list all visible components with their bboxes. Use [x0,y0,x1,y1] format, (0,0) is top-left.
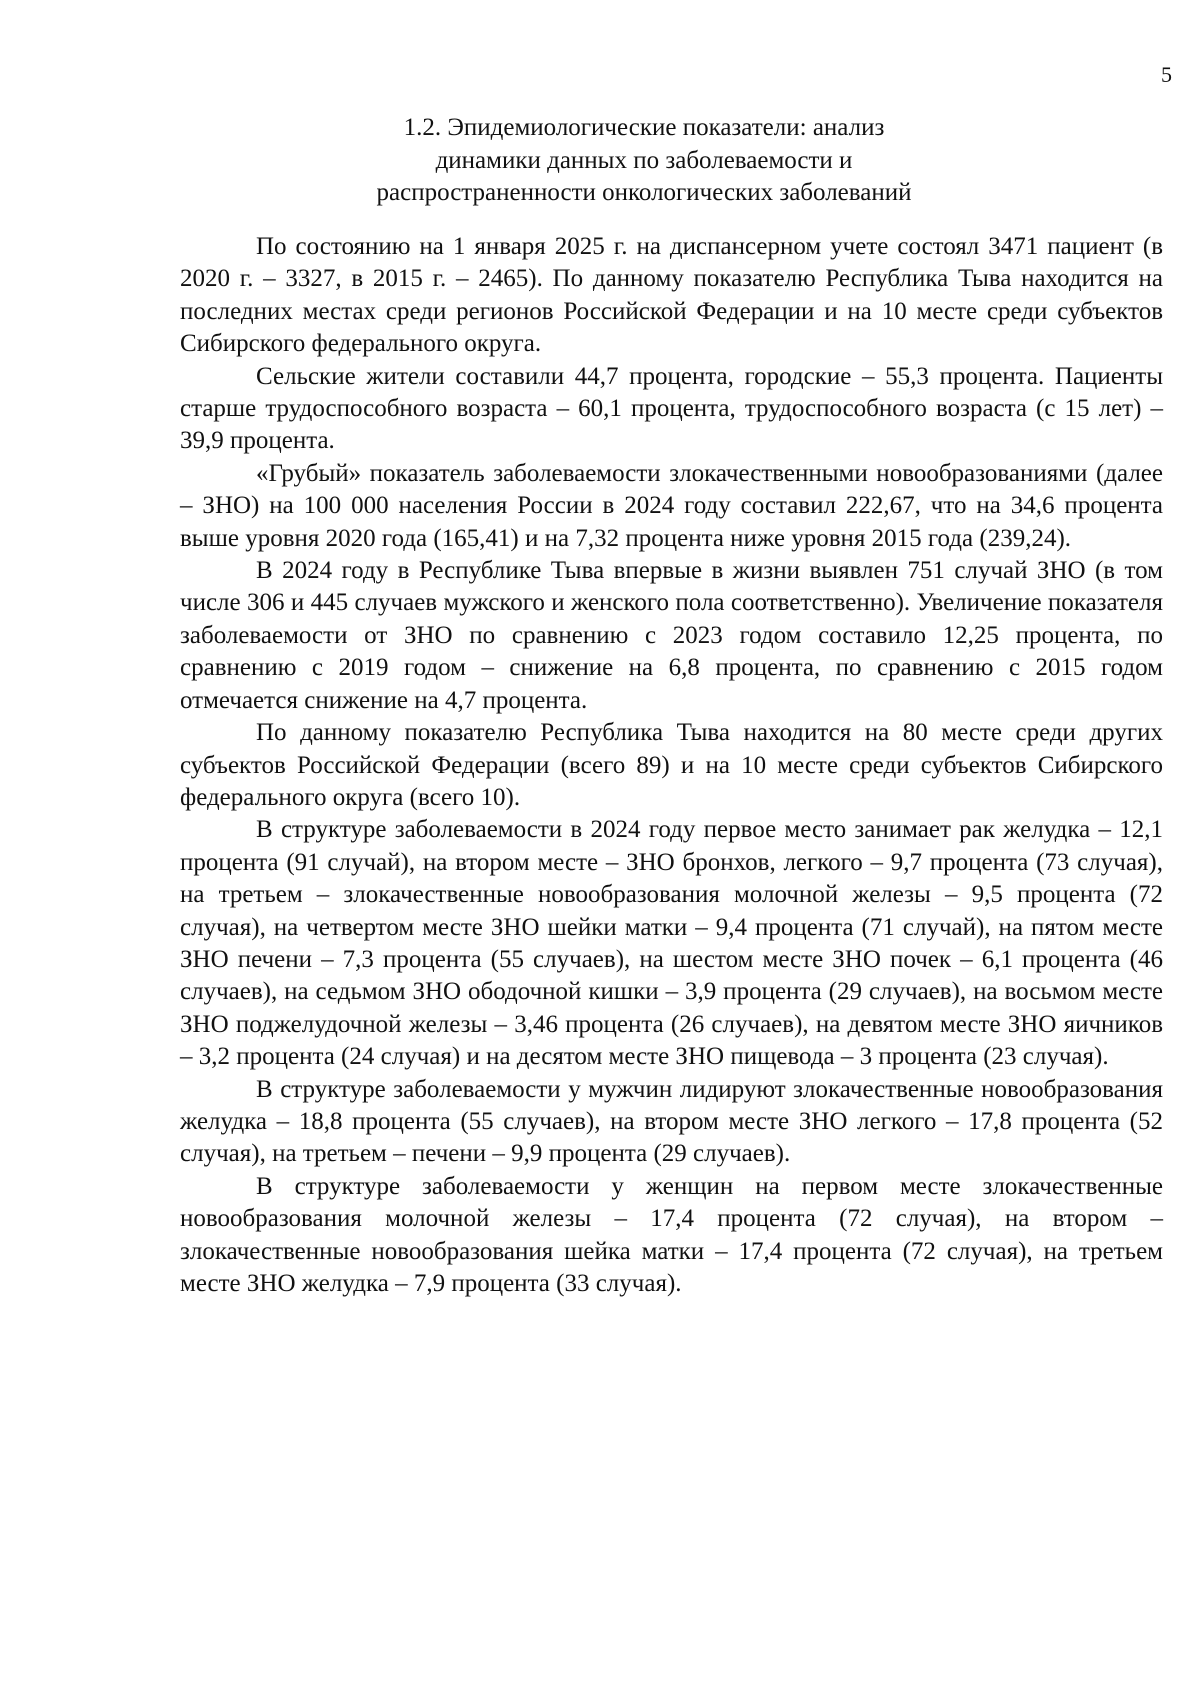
paragraph-registry: По состоянию на 1 января 2025 г. на диспансерном учете состоял 3471 пациент (в 2020 г. – 3327, в 2015 г. – 2465). По данному показателю Республика Тыва находится на последних местах среди регионов Российской Федерации и на 10 месте среди субъектов Сибирского федерального округа. [180,233,1163,358]
heading-line-1: 1.2. Эпидемиологические показатели: анализ [403,114,885,141]
paragraph-structure: В структуре заболеваемости в 2024 году первое место занимает рак желудка – 12,1 процента (91 случай), на втором месте – ЗНО бронхов, легкого – 9,7 процента (73 случая), на третьем – злокачественные новообразования молочной железы – 9,5 процента (72 случая), на четвертом месте ЗНО шейки матки – 9,4 процента (71 случай), на пятом месте ЗНО печени – 7,3 процента (55 случаев), на шестом месте ЗНО почек – 6,1 процента (46 случаев), на седьмом ЗНО ободочной кишки – 3,9 процента (29 случаев), на восьмом месте ЗНО поджелудочной железы – 3,46 процента (26 случаев), на девятом месте ЗНО яичников – 3,2 процента (24 случая) и на десятом месте ЗНО пищевода – 3 процента (23 случая). [180,816,1163,1071]
heading-line-3: распространенности онкологических заболеваний [376,179,912,206]
section-heading [340,112,948,210]
body-text [180,231,1163,1300]
paragraph-women: В структуре заболеваемости у женщин на первом месте злокачественные новообразования молочной железы – 17,4 процента (72 случая), на втором – злокачественные новообразования шейка матки – 17,4 процента (72 случая), на третьем месте ЗНО желудка – 7,9 процента (33 случая). [180,1172,1163,1297]
paragraph-demographics: Сельские жители составили 44,7 процента, городские – 55,3 процента. Пациенты старше трудоспособного возраста – 60,1 процента, трудоспособного возраста (с 15 лет) – 39,9 процента. [180,362,1163,455]
heading-line-2: динамики данных по заболеваемости и [435,146,853,174]
paragraph-crude-rate: «Грубый» показатель заболеваемости злокачественными новообразованиями (далее – ЗНО) на 100 000 населения России в 2024 году составил 222,67, что на 34,6 процента выше уровня 2020 года (165,41) и на 7,32 процента ниже уровня 2015 года (239,24). [180,459,1163,552]
paragraph-new-cases: В 2024 году в Республике Тыва впервые в жизни выявлен 751 случай ЗНО (в том числе 306 и 445 случаев мужского и женского пола соответственно). Увеличение показателя заболеваемости от ЗНО по сравнению с 2023 годом составило 12,25 процента, по сравнению с 2019 годом – снижение на 6,8 процента, по сравнению с 2015 годом отмечается снижение на 4,7 процента. [180,557,1163,714]
paragraph-men: В структуре заболеваемости у мужчин лидируют злокачественные новообразования желудка – 18,8 процента (55 случаев), на втором месте ЗНО легкого – 17,8 процента (52 случая), на третьем – печени – 9,9 процента (29 случаев). [180,1075,1163,1168]
paragraph-ranking: По данному показателю Республика Тыва находится на 80 месте среди других субъектов Российской Федерации (всего 89) и на 10 месте среди субъектов Сибирского федерального округа (всего 10). [180,719,1163,811]
page-number: 5 [1161,62,1172,87]
